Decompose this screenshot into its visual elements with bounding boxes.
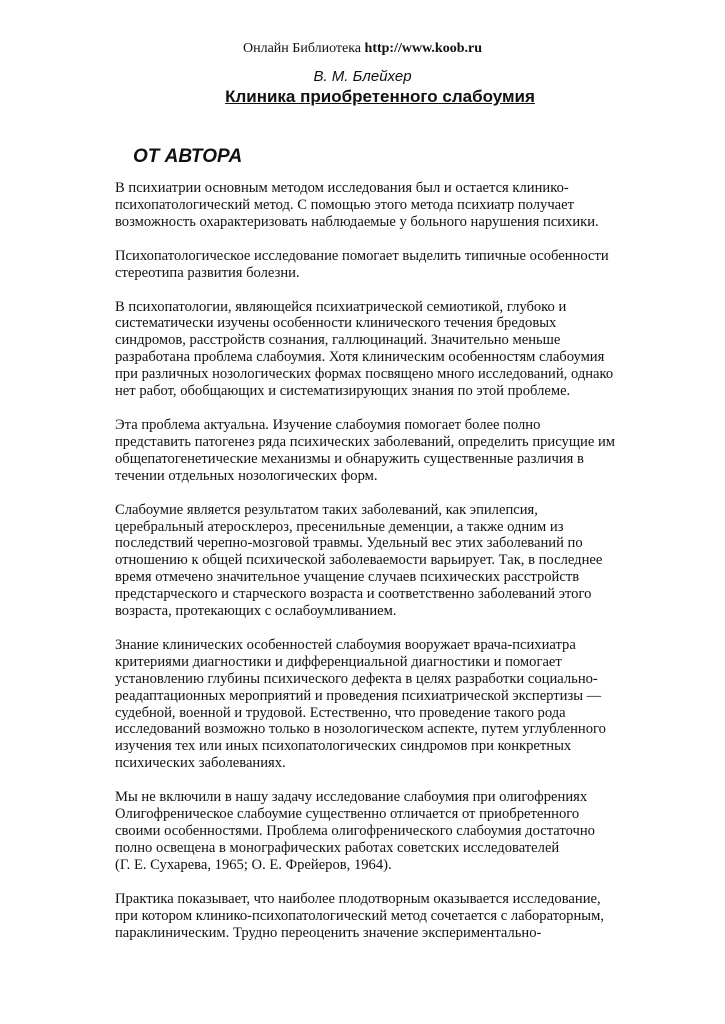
- library-url-link[interactable]: http://www.koob.ru: [364, 41, 482, 56]
- text-line: последствий черепно-мозговой травмы. Удельный вес этих заболеваний по: [115, 535, 583, 552]
- text-line: разработана проблема слабоумия. Хотя клиническим особенностям слабоумия: [115, 349, 605, 366]
- book-author: В. М. Блейхер: [313, 68, 412, 85]
- text-line: изучения тех или иных психопатологических синдромов при конкретных: [115, 738, 572, 755]
- text-line: Олигофреническое слабоумие существенно отличается от приобретенного: [115, 806, 580, 823]
- text-line: систематически изучены особенности клинического течения бредовых: [115, 315, 557, 332]
- paragraph: [115, 637, 620, 772]
- text-line: (Г. Е. Сухарева, 1965; О. Е. Фрейеров, 1964).: [115, 856, 392, 873]
- text-line: Знание клинических особенностей слабоумия вооружает врача-психиатра: [115, 636, 576, 653]
- text-line: отношению к общей психической заболеваемости варьирует. Так, в последнее: [115, 552, 603, 569]
- body-text: [115, 180, 620, 958]
- text-line: полно освещена в монографических работах советских исследователей: [115, 839, 560, 856]
- text-line: реадаптационных мероприятий и проведения психиатрической экспертизы —: [115, 687, 602, 704]
- book-title: Клиника приобретенного слабоумия: [225, 87, 535, 106]
- text-line: В психиатрии основным методом исследования был и остается клинико-: [115, 180, 569, 196]
- text-line: нет работ, обобщающих и систематизирующих знания по этой проблеме.: [115, 383, 571, 400]
- text-line: Эта проблема актуальна. Изучение слабоумия помогает более полно: [115, 416, 541, 433]
- paragraph: [115, 789, 620, 874]
- text-line: критериями диагностики и дифференциальной диагностики и помогает: [115, 653, 562, 670]
- text-line: предстарческого и старческого возраста и соответственно заболеваний этого: [115, 586, 592, 603]
- text-line: течении отдельных нозологических форм.: [115, 467, 378, 484]
- text-line: синдромов, расстройств сознания, галлюцинаций. Значительно меньше: [115, 332, 561, 349]
- text-line: Психопатологическое исследование помогает выделить типичные особенности: [115, 247, 609, 264]
- paragraph: [115, 417, 620, 485]
- text-line: возраста, протекающих с ослабоумливанием.: [115, 603, 397, 620]
- text-line: возможность охарактеризовать наблюдаемые у больного нарушения психики.: [115, 213, 599, 230]
- text-line: психических заболеваниях.: [115, 755, 286, 772]
- text-line: церебральный атеросклероз, пресенильные деменции, а также одним из: [115, 518, 564, 535]
- paragraph: [115, 180, 620, 231]
- text-line: Практика показывает, что наиболее плодотворным оказывается исследование,: [115, 890, 601, 907]
- text-line: установлению глубины психического дефекта в целях разработки социально-: [115, 670, 598, 687]
- paragraph: [115, 248, 620, 282]
- library-header: [0, 41, 725, 57]
- paragraph: [115, 299, 620, 400]
- text-line: судебной, военной и трудовой. Естественно, что проведение такого рода: [115, 704, 566, 721]
- paragraph: [115, 891, 620, 942]
- paragraph: [115, 502, 620, 620]
- text-line: при котором клинико-психопатологический метод сочетается с лабораторным,: [115, 907, 604, 924]
- text-line: общепатогенетические механизмы и обнаружить существенные различия в: [115, 450, 584, 467]
- text-line: психопатологический метод. С помощью этого метода психиатр получает: [115, 196, 575, 213]
- text-line: время отмечено значительное учащение случаев психических расстройств: [115, 569, 580, 586]
- text-line: стереотипа развития болезни.: [115, 264, 300, 281]
- text-line: при различных нозологических формах посвящено много исследований, однако: [115, 366, 614, 383]
- text-line: представить патогенез ряда психических заболеваний, определить присущие им: [115, 433, 616, 450]
- text-line: исследований возможно только в нозологическом аспекте, путем углубленного: [115, 721, 606, 738]
- library-header-prefix: Онлайн Библиотека: [243, 41, 365, 56]
- text-line: своими особенностями. Проблема олигофренического слабоумия достаточно: [115, 823, 595, 839]
- text-line: Мы не включили в нашу задачу исследование слабоумия при олигофрениях: [115, 789, 588, 806]
- text-line: параклиническим. Трудно переоценить значение экспериментально-: [115, 924, 542, 941]
- text-line: В психопатологии, являющейся психиатрической семиотикой, глубоко и: [115, 298, 567, 315]
- section-heading: ОТ АВТОРА: [133, 146, 243, 167]
- text-line: Слабоумие является результатом таких заболеваний, как эпилепсия,: [115, 501, 538, 518]
